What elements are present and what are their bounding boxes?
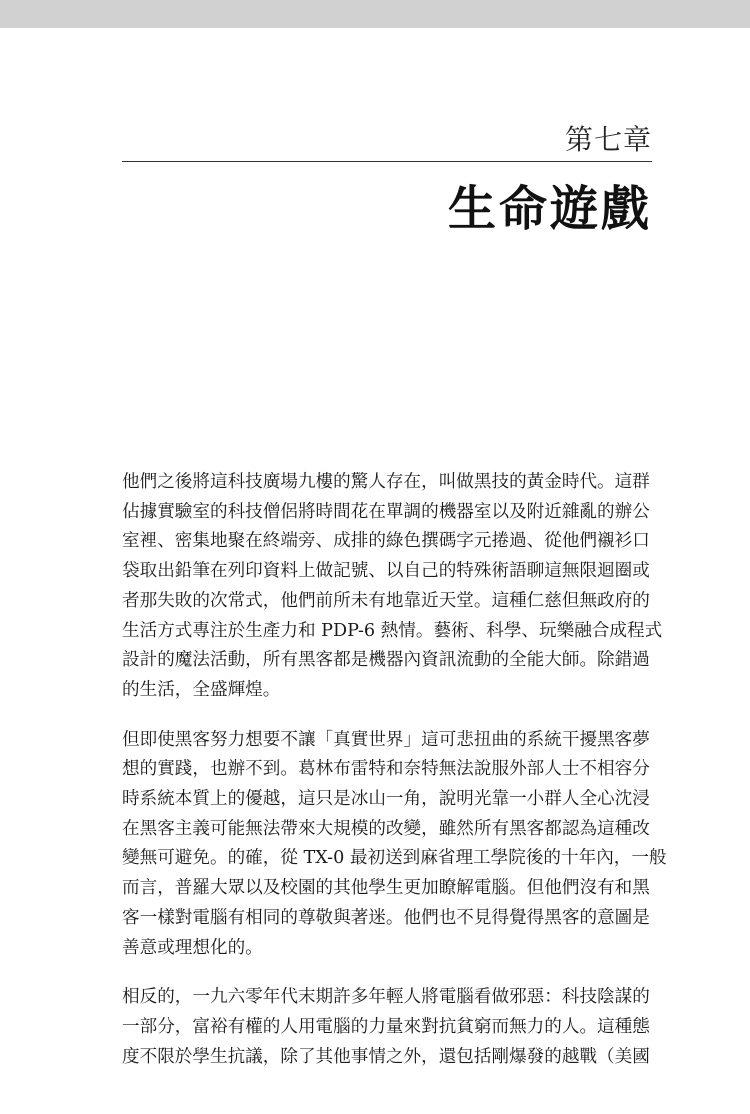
text-line: 相反的，一九六零年代末期許多年輕人將電腦看做邪惡：科技陰謀的	[122, 987, 650, 1008]
text-line: 善意或理想化的。	[122, 937, 263, 958]
chapter-rule	[122, 161, 652, 162]
text-line: 的生活，全盛輝煌。	[122, 679, 281, 700]
text-line: 時系統本質上的優越，這只是冰山一角，說明光靠一小群人全心沈浸	[122, 789, 650, 810]
text-line: 變無可避免。的確，從 TX-0 最初送到麻省理工學院後的十年內，一般	[122, 848, 667, 869]
text-line: 想的實踐，也辦不到。葛林布雷特和奈特無法說服外部人士不相容分	[122, 759, 650, 780]
text-line: 在黑客主義可能無法帶來大規模的改變，雖然所有黑客都認為這種改	[122, 818, 650, 839]
text-line: 客一樣對電腦有相同的尊敬與著迷。他們也不見得覺得黑客的意圖是	[122, 907, 650, 928]
top-bar	[0, 0, 750, 28]
text-line: 設計的魔法活動，所有黑客都是機器內資訊流動的全能大師。除錯過	[122, 650, 650, 671]
body-text	[122, 468, 667, 1092]
text-line: 但即使黑客努力想要不讓「真實世界」這可悲扭曲的系統干擾黑客夢	[122, 729, 650, 750]
chapter-title: 生命遊戲	[447, 181, 652, 237]
text-line: 生活方式專注於生產力和 PDP-6 熱情。藝術、科學、玩樂融合成程式	[122, 620, 663, 641]
text-line: 而言，普羅大眾以及校園的其他學生更加瞭解電腦。但他們沒有和黑	[122, 878, 650, 899]
paragraph-3	[122, 983, 654, 1072]
text-line: 度不限於學生抗議，除了其他事情之外，還包括剛爆發的越戰（美國	[122, 1046, 650, 1067]
text-line: 佔據實驗室的科技僧侶將時間花在單調的機器室以及附近雜亂的辦公	[122, 501, 650, 522]
paragraph-1	[122, 468, 663, 706]
text-line: 者那失敗的次常式，他們前所未有地靠近天堂。這種仁慈但無政府的	[122, 590, 650, 611]
text-line: 室裡、密集地聚在終端旁、成排的綠色撰碼字元捲過、從他們襯衫口	[122, 531, 650, 552]
text-line: 一部分，富裕有權的人用電腦的力量來對抗貧窮而無力的人。這種態	[122, 1016, 650, 1037]
chapter-label: 第七章	[564, 123, 652, 156]
text-line: 袋取出鉛筆在列印資料上做記號、以自己的特殊術語聊這無限迴圈或	[122, 561, 650, 582]
paragraph-2	[122, 726, 667, 964]
text-line: 他們之後將這科技廣場九樓的驚人存在，叫做黑技的黃金時代。這群	[122, 472, 650, 492]
